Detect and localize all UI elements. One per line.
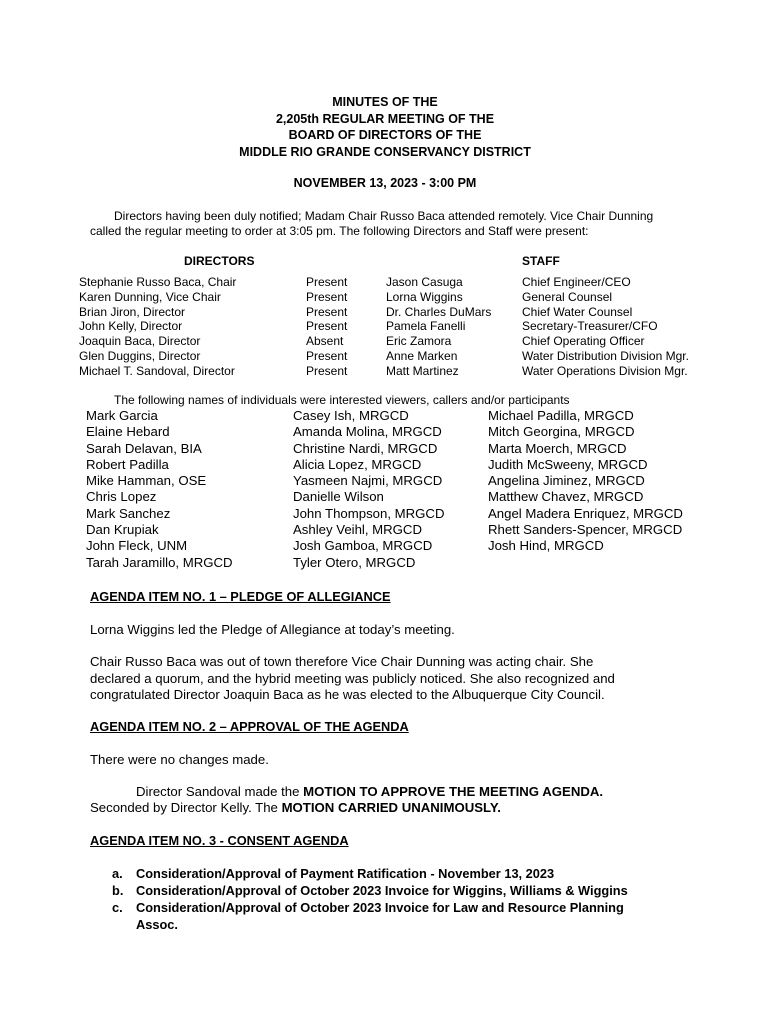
director-name: Karen Dunning, Vice Chair xyxy=(79,289,221,304)
director-name: John Kelly, Director xyxy=(79,319,183,334)
item1-p2-line: congratulated Director Joaquin Baca as he was elected to the Albuquerque City Council. xyxy=(90,687,605,702)
participant-name: Ashley Veihl, MRGCD xyxy=(293,522,422,538)
director-status: Present xyxy=(306,348,348,363)
participant-name: Marta Moerch, MRGCD xyxy=(488,440,627,456)
participants-col-1 xyxy=(86,408,233,571)
second-text: Seconded by Director Kelly. The xyxy=(90,800,282,815)
participant-name: Michael Padilla, MRGCD xyxy=(488,408,634,423)
title-line-1: MINUTES OF THE xyxy=(332,95,438,109)
participant-name: Robert Padilla xyxy=(86,456,169,472)
participant-name: Dan Krupiak xyxy=(86,522,159,538)
participant-name: Mark Sanchez xyxy=(86,505,171,521)
title-line-2: 2,205th REGULAR MEETING OF THE xyxy=(275,111,495,126)
participant-name: Danielle Wilson xyxy=(293,489,384,505)
item1-p2-line: Chair Russo Baca was out of town therefore Vice Chair Dunning was acting chair. She xyxy=(90,654,594,669)
director-name: Glen Duggins, Director xyxy=(79,348,201,363)
agenda-item-2-heading: AGENDA ITEM NO. 2 – APPROVAL OF THE AGENDA xyxy=(90,719,409,734)
agenda-item-3-heading: AGENDA ITEM NO. 3 - CONSENT AGENDA xyxy=(90,833,349,848)
title-line-3: BOARD OF DIRECTORS OF THE xyxy=(288,128,482,142)
staff-title: General Counsel xyxy=(522,289,613,304)
staff-name: Jason Casuga xyxy=(386,275,463,289)
director-name: Joaquin Baca, Director xyxy=(79,334,201,349)
staff-header: STAFF xyxy=(522,254,560,268)
consent-item-c-continued xyxy=(112,916,628,933)
staff-name: Pamela Fanelli xyxy=(386,319,466,334)
consent-item-label: b. xyxy=(112,883,124,898)
staff-title: Secretary-Treasurer/CFO xyxy=(522,319,658,334)
staff-names xyxy=(386,275,491,379)
participant-name: John Thompson, MRGCD xyxy=(293,505,445,521)
participant-name: Josh Hind, MRGCD xyxy=(488,538,604,554)
item1-p2-line: declared a quorum, and the hybrid meeting was publicly noticed. She also recognized and xyxy=(90,670,615,686)
directors-status xyxy=(306,275,347,379)
participants-intro: The following names of individuals were interested viewers, callers and/or participants xyxy=(114,393,570,407)
participant-name: Tyler Otero, MRGCD xyxy=(293,554,416,570)
participant-name: Mark Garcia xyxy=(86,408,158,423)
consent-item-b xyxy=(112,882,628,899)
agenda-item-1-heading: AGENDA ITEM NO. 1 – PLEDGE OF ALLEGIANCE xyxy=(90,589,391,604)
consent-item-text: Consideration/Approval of October 2023 Invoice for Law and Resource Planning xyxy=(136,900,624,915)
participant-name: Elaine Hebard xyxy=(86,424,170,440)
title-line-4: MIDDLE RIO GRANDE CONSERVANCY DISTRICT xyxy=(239,144,531,159)
participants-col-3 xyxy=(488,408,683,555)
staff-name: Anne Marken xyxy=(386,348,458,363)
item2-paragraph-1: There were no changes made. xyxy=(90,752,269,767)
meeting-date: NOVEMBER 13, 2023 - 3:00 PM xyxy=(293,176,477,190)
consent-item-text: Consideration/Approval of Payment Ratification - November 13, 2023 xyxy=(136,866,555,881)
staff-name: Eric Zamora xyxy=(386,334,452,349)
intro-line-2: called the regular meeting to order at 3:05 pm. The following Directors and Staff were present: xyxy=(90,224,589,238)
staff-name: Dr. Charles DuMars xyxy=(386,304,492,319)
document-title xyxy=(0,94,770,160)
participant-name: Chris Lopez xyxy=(86,489,157,505)
participant-name: John Fleck, UNM xyxy=(86,538,188,554)
consent-item-label: a. xyxy=(112,866,123,881)
consent-agenda-list xyxy=(112,865,628,933)
staff-name: Matt Martinez xyxy=(386,363,459,378)
director-status: Present xyxy=(306,319,348,334)
director-status: Present xyxy=(306,304,348,319)
participant-name: Angelina Jiminez, MRGCD xyxy=(488,473,645,489)
director-name: Brian Jiron, Director xyxy=(79,304,186,319)
staff-title: Water Operations Division Mgr. xyxy=(522,363,688,378)
director-status: Present xyxy=(306,289,348,304)
director-name: Michael T. Sandoval, Director xyxy=(79,363,235,378)
director-status: Present xyxy=(306,363,348,378)
participant-name: Alicia Lopez, MRGCD xyxy=(293,456,422,472)
participant-name: Sarah Delavan, BIA xyxy=(86,440,202,456)
participant-name: Matthew Chavez, MRGCD xyxy=(488,489,644,505)
item1-paragraph-2 xyxy=(90,654,615,704)
staff-titles xyxy=(522,275,689,379)
item2-second-line xyxy=(90,800,501,817)
staff-title: Chief Operating Officer xyxy=(522,334,645,349)
intro-line-1: Directors having been duly notified; Madam Chair Russo Baca attended remotely. Vice Chair Dunning xyxy=(114,209,654,223)
participant-name: Casey Ish, MRGCD xyxy=(293,408,409,423)
participant-name: Christine Nardi, MRGCD xyxy=(293,440,438,456)
consent-item-c xyxy=(112,899,628,916)
directors-header: DIRECTORS xyxy=(184,254,255,268)
directors-names xyxy=(79,275,236,379)
director-status: Absent xyxy=(306,334,344,349)
participant-name: Mitch Georgina, MRGCD xyxy=(488,424,635,440)
participant-name: Tarah Jaramillo, MRGCD xyxy=(86,554,233,570)
director-name: Stephanie Russo Baca, Chair xyxy=(79,275,237,289)
consent-item-label: c. xyxy=(112,900,123,915)
item1-paragraph-1: Lorna Wiggins led the Pledge of Allegiance at today’s meeting. xyxy=(90,622,455,637)
participant-name: Rhett Sanders-Spencer, MRGCD xyxy=(488,522,683,538)
participants-col-2 xyxy=(293,408,444,571)
participant-name: Yasmeen Najmi, MRGCD xyxy=(293,473,443,489)
participant-name: Angel Madera Enriquez, MRGCD xyxy=(488,505,683,521)
second-bold-text: MOTION CARRIED UNANIMOUSLY. xyxy=(281,800,501,815)
item2-motion-line xyxy=(136,784,603,801)
staff-name: Lorna Wiggins xyxy=(386,289,463,304)
participant-name: Mike Hamman, OSE xyxy=(86,473,207,489)
consent-item-text: Assoc. xyxy=(136,917,178,932)
motion-text: Director Sandoval made the xyxy=(136,784,304,799)
participant-name: Amanda Molina, MRGCD xyxy=(293,424,442,440)
participant-name: Judith McSweeny, MRGCD xyxy=(488,456,648,472)
consent-item-text: Consideration/Approval of October 2023 Invoice for Wiggins, Williams & Wiggins xyxy=(136,883,628,898)
motion-bold-text: MOTION TO APPROVE THE MEETING AGENDA. xyxy=(303,784,604,799)
consent-item-a xyxy=(112,865,628,882)
staff-title: Chief Engineer/CEO xyxy=(522,275,631,289)
director-status: Present xyxy=(306,275,348,289)
staff-title: Water Distribution Division Mgr. xyxy=(522,348,689,363)
staff-title: Chief Water Counsel xyxy=(522,304,633,319)
participant-name: Josh Gamboa, MRGCD xyxy=(293,538,433,554)
